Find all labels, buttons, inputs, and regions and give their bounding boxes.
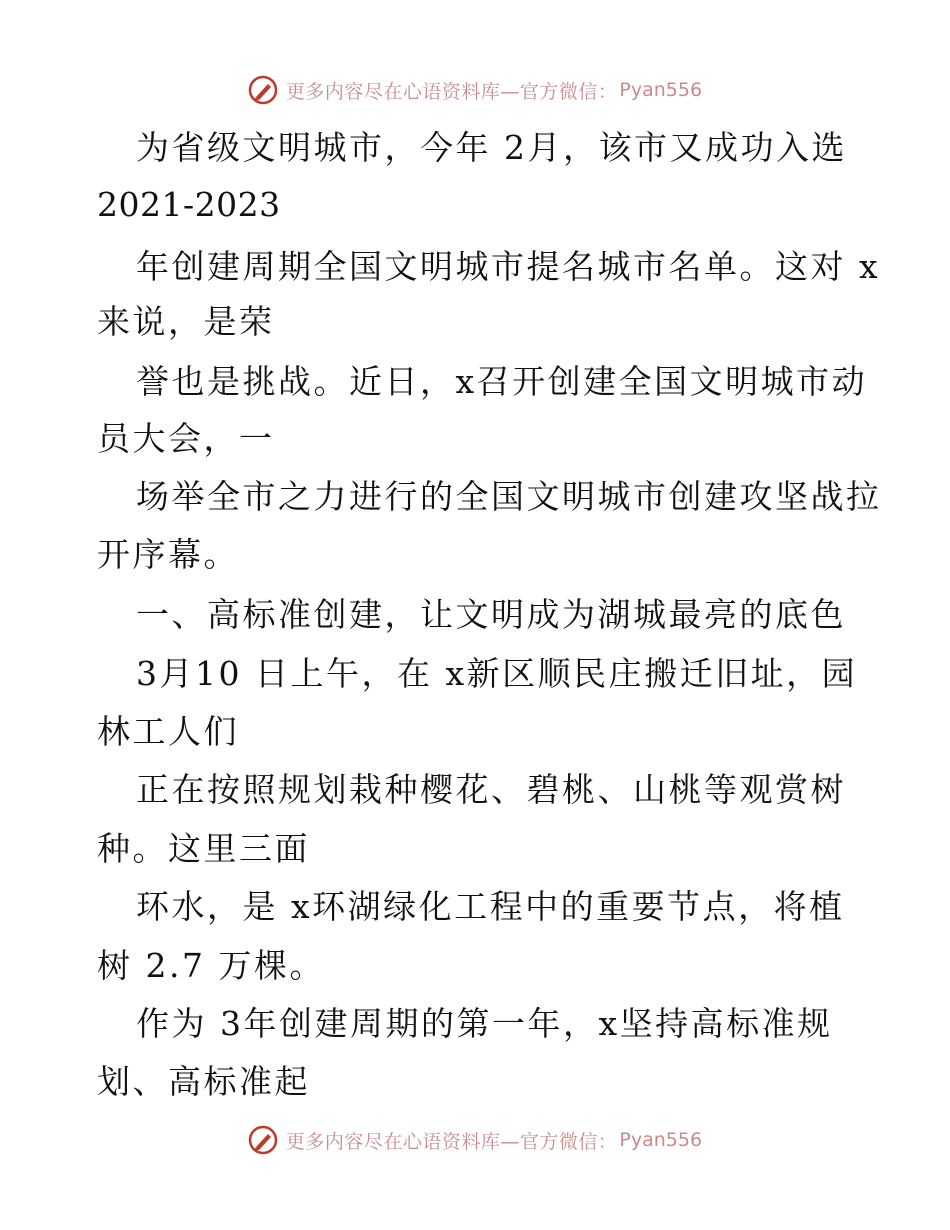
text-line: 正在按照规划栽种樱花、碧桃、山桃等观赏树 bbox=[136, 770, 846, 809]
watermark-wechat-id: Pyan556 bbox=[619, 79, 703, 101]
watermark-text: 更多内容尽在心语资料库—官方微信： bbox=[285, 1130, 618, 1153]
text-line: 林工人们 bbox=[97, 712, 239, 751]
text-line: 一、高标准创建，让文明成为湖城最亮的底色 bbox=[136, 595, 846, 634]
text-line: 来说，是荣 bbox=[97, 302, 275, 341]
text-line: 员大会，一 bbox=[97, 419, 275, 458]
text-line: 年创建周期全国文明城市提名城市名单。这对 x bbox=[136, 247, 881, 286]
watermark-wechat-id: Pyan556 bbox=[619, 1129, 703, 1151]
pen-logo-icon bbox=[248, 1125, 278, 1155]
pen-logo-icon bbox=[248, 75, 278, 105]
text-line: 作为 3年创建周期的第一年，x坚持高标准规 bbox=[136, 1004, 833, 1043]
header-watermark bbox=[0, 70, 950, 110]
text-line: 2021-2023 bbox=[97, 185, 281, 224]
watermark-text: 更多内容尽在心语资料库—官方微信： bbox=[285, 80, 618, 103]
text-line: 开序幕。 bbox=[97, 535, 239, 574]
text-line: 为省级文明城市，今年 2月，该市又成功入选 bbox=[136, 128, 847, 167]
text-line: 环水，是 x环湖绿化工程中的重要节点，将植 bbox=[136, 887, 845, 926]
text-line: 场举全市之力进行的全国文明城市创建攻坚战拉 bbox=[136, 477, 882, 516]
text-line: 划、高标准起 bbox=[97, 1062, 310, 1101]
text-line: 3月10 日上午，在 x新区顺民庄搬迁旧址，园 bbox=[136, 654, 858, 693]
footer-watermark bbox=[0, 1120, 950, 1160]
text-line: 种。这里三面 bbox=[97, 829, 310, 868]
text-line: 誉也是挑战。近日，x召开创建全国文明城市动 bbox=[136, 362, 868, 401]
text-line: 树 2.7 万棵。 bbox=[97, 946, 325, 985]
